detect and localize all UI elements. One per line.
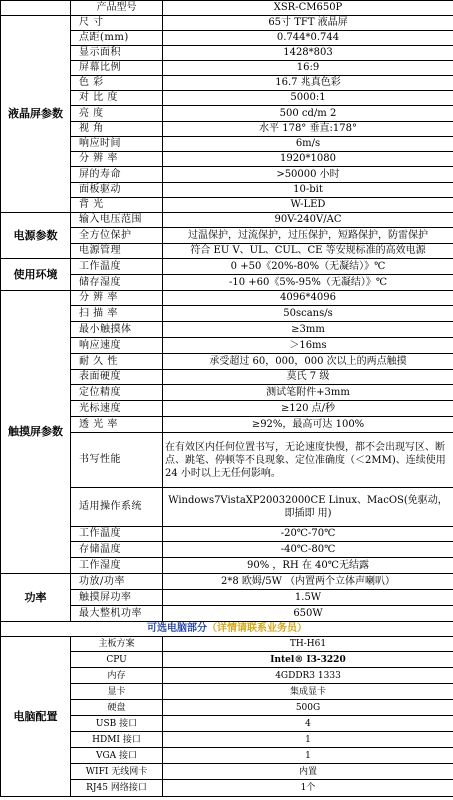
- section-title-lcd: 液晶屏参数: [1, 16, 71, 213]
- spec-label: 储存湿度: [71, 275, 163, 291]
- spec-label: 点距(mm): [71, 31, 163, 46]
- spec-label: 定位精度: [71, 385, 163, 401]
- pc-value: 集成显卡: [163, 684, 453, 700]
- spec-label: 工作温度: [71, 259, 163, 275]
- spec-value: 4096*4096: [163, 291, 453, 306]
- spec-value: -40℃-80℃: [163, 542, 453, 558]
- spec-label: 背 光: [71, 198, 163, 213]
- spec-label: 色 彩: [71, 76, 163, 91]
- pc-label: VGA 接口: [71, 748, 163, 764]
- spec-value: 莫氏 7 级: [163, 370, 453, 385]
- spec-label: 最小触摸体: [71, 322, 163, 338]
- pc-label: HDMI 接口: [71, 732, 163, 748]
- spec-value: 500 cd/m 2: [163, 106, 453, 122]
- spec-value: 50scans/s: [163, 306, 453, 322]
- spec-label: 电源管理: [71, 244, 163, 259]
- spec-value: ＞16ms: [163, 338, 453, 354]
- pc-value: 内置: [163, 764, 453, 780]
- pc-value: 1: [163, 732, 453, 748]
- spec-value: 90V-240V/AC: [163, 213, 453, 228]
- spec-value: ≥3mm: [163, 322, 453, 338]
- pc-value: 500G: [163, 700, 453, 716]
- spec-value: 65寸 TFT 液晶屏: [163, 16, 453, 31]
- pc-label: 内存: [71, 668, 163, 684]
- spec-value: 1.5W: [163, 590, 453, 606]
- spec-value: 1920*1080: [163, 152, 453, 167]
- spec-value: ≥92%，最高可达 100%: [163, 417, 453, 433]
- pc-label: WIFI 无线网卡: [71, 764, 163, 780]
- spec-value: -10 +60《5%-95%（无凝结）》℃: [163, 275, 453, 291]
- spec-label: 全方位保护: [71, 228, 163, 244]
- spec-row-env: [1, 259, 453, 275]
- spec-label: 对 比 度: [71, 91, 163, 106]
- optional-banner-row: [1, 622, 453, 637]
- spec-label: 面板驱动: [71, 183, 163, 198]
- spec-label: 响应时间: [71, 137, 163, 152]
- spec-value: 过温保护，过流保护，过压保护，短路保护，防雷保护: [163, 228, 453, 244]
- spec-label: 尺 寸: [71, 16, 163, 31]
- spec-value: -20℃-70℃: [163, 527, 453, 542]
- spec-row-power_out: [1, 574, 453, 590]
- spec-value: 10-bit: [163, 183, 453, 198]
- pc-label: RJ45 网络接口: [71, 780, 163, 797]
- spec-value: Windows7VistaXP20032000CE Linux、MacOS(免驱动，即插即 用): [163, 488, 453, 527]
- spec-label: 透 光 率: [71, 417, 163, 433]
- spec-label: 分 辨 率: [71, 152, 163, 167]
- pc-row: [1, 637, 453, 652]
- model-spacer: [1, 1, 71, 16]
- spec-value: 承受超过 60，000，000 次以上的两点触摸: [163, 354, 453, 370]
- spec-label: 显示面积: [71, 46, 163, 61]
- spec-value: 0 +50《20%-80%（无凝结）》℃: [163, 259, 453, 275]
- spec-value: 测试笔附件+3mm: [163, 385, 453, 401]
- pc-value: 1: [163, 748, 453, 764]
- spec-label: 适用操作系统: [71, 488, 163, 527]
- spec-label: 存储温度: [71, 542, 163, 558]
- spec-label: 屏幕比例: [71, 61, 163, 76]
- spec-value: >50000 小时: [163, 167, 453, 183]
- spec-value: 1428*803: [163, 46, 453, 61]
- pc-label: 硬盘: [71, 700, 163, 716]
- spec-label: 响应速度: [71, 338, 163, 354]
- spec-label: 视 角: [71, 122, 163, 137]
- optional-banner: [1, 622, 453, 637]
- spec-value: 16:9: [163, 61, 453, 76]
- spec-value: 5000:1: [163, 91, 453, 106]
- pc-label: 显卡: [71, 684, 163, 700]
- pc-label: 主板方案: [71, 637, 163, 652]
- spec-value: 在有效区内任何位置书写，无论速度快慢，都不会出现写区、断点、跳笔、停顿等不良现象、定位准确度（＜2MM)、连续使用 24 小时以上无任何影响。: [163, 433, 453, 488]
- optional-banner-highlight: （详情请联系业务员）: [207, 623, 307, 634]
- section-title-env: 使用环境: [1, 259, 71, 291]
- pc-label: USB 接口: [71, 716, 163, 732]
- spec-value: 16.7 兆真色彩: [163, 76, 453, 91]
- model-label: 产品型号: [71, 1, 163, 16]
- spec-value: ≥120 点/秒: [163, 401, 453, 417]
- spec-label: 书写性能: [71, 433, 163, 488]
- spec-label: 扫 描 率: [71, 306, 163, 322]
- section-title-power: 电源参数: [1, 213, 71, 259]
- spec-label: 耐 久 性: [71, 354, 163, 370]
- pc-value: Intel® I3-3220: [163, 652, 453, 668]
- spec-label: 工作湿度: [71, 558, 163, 574]
- spec-label: 功放/功率: [71, 574, 163, 590]
- spec-value: 符合 EU V、UL、CUL、CE 等安规标准的高效电源: [163, 244, 453, 259]
- section-title-pc: 电脑配置: [1, 637, 71, 797]
- spec-value: 0.744*0.744: [163, 31, 453, 46]
- spec-row-power: [1, 213, 453, 228]
- spec-label: 触摸屏功率: [71, 590, 163, 606]
- spec-label: 光标速度: [71, 401, 163, 417]
- spec-value: 650W: [163, 606, 453, 622]
- spec-label: 工作温度: [71, 527, 163, 542]
- optional-banner-prefix: 可选电脑部分: [147, 623, 207, 634]
- model-row: [1, 1, 453, 16]
- model-value: XSR-CM650P: [163, 1, 453, 16]
- spec-value: 6m/s: [163, 137, 453, 152]
- spec-value: 水平 178° 垂直:178°: [163, 122, 453, 137]
- spec-label: 表面硬度: [71, 370, 163, 385]
- spec-row-lcd: [1, 16, 453, 31]
- spec-value: 90% ，RH 在 40℃无结露: [163, 558, 453, 574]
- spec-label: 屏的寿命: [71, 167, 163, 183]
- section-title-power_out: 功率: [1, 574, 71, 622]
- pc-value: TH-H61: [163, 637, 453, 652]
- spec-label: 输入电压范围: [71, 213, 163, 228]
- pc-value: 1个: [163, 780, 453, 797]
- spec-value: W-LED: [163, 198, 453, 213]
- spec-label: 最大整机功率: [71, 606, 163, 622]
- pc-value: 4: [163, 716, 453, 732]
- pc-label: CPU: [71, 652, 163, 668]
- section-title-touch: 触摸屏参数: [1, 291, 71, 574]
- spec-value: 2*8 欧姆/5W （内置两个立体声喇叭）: [163, 574, 453, 590]
- pc-value: 4GDDR3 1333: [163, 668, 453, 684]
- spec-label: 分 辨 率: [71, 291, 163, 306]
- spec-label: 亮 度: [71, 106, 163, 122]
- spec-row-touch: [1, 291, 453, 306]
